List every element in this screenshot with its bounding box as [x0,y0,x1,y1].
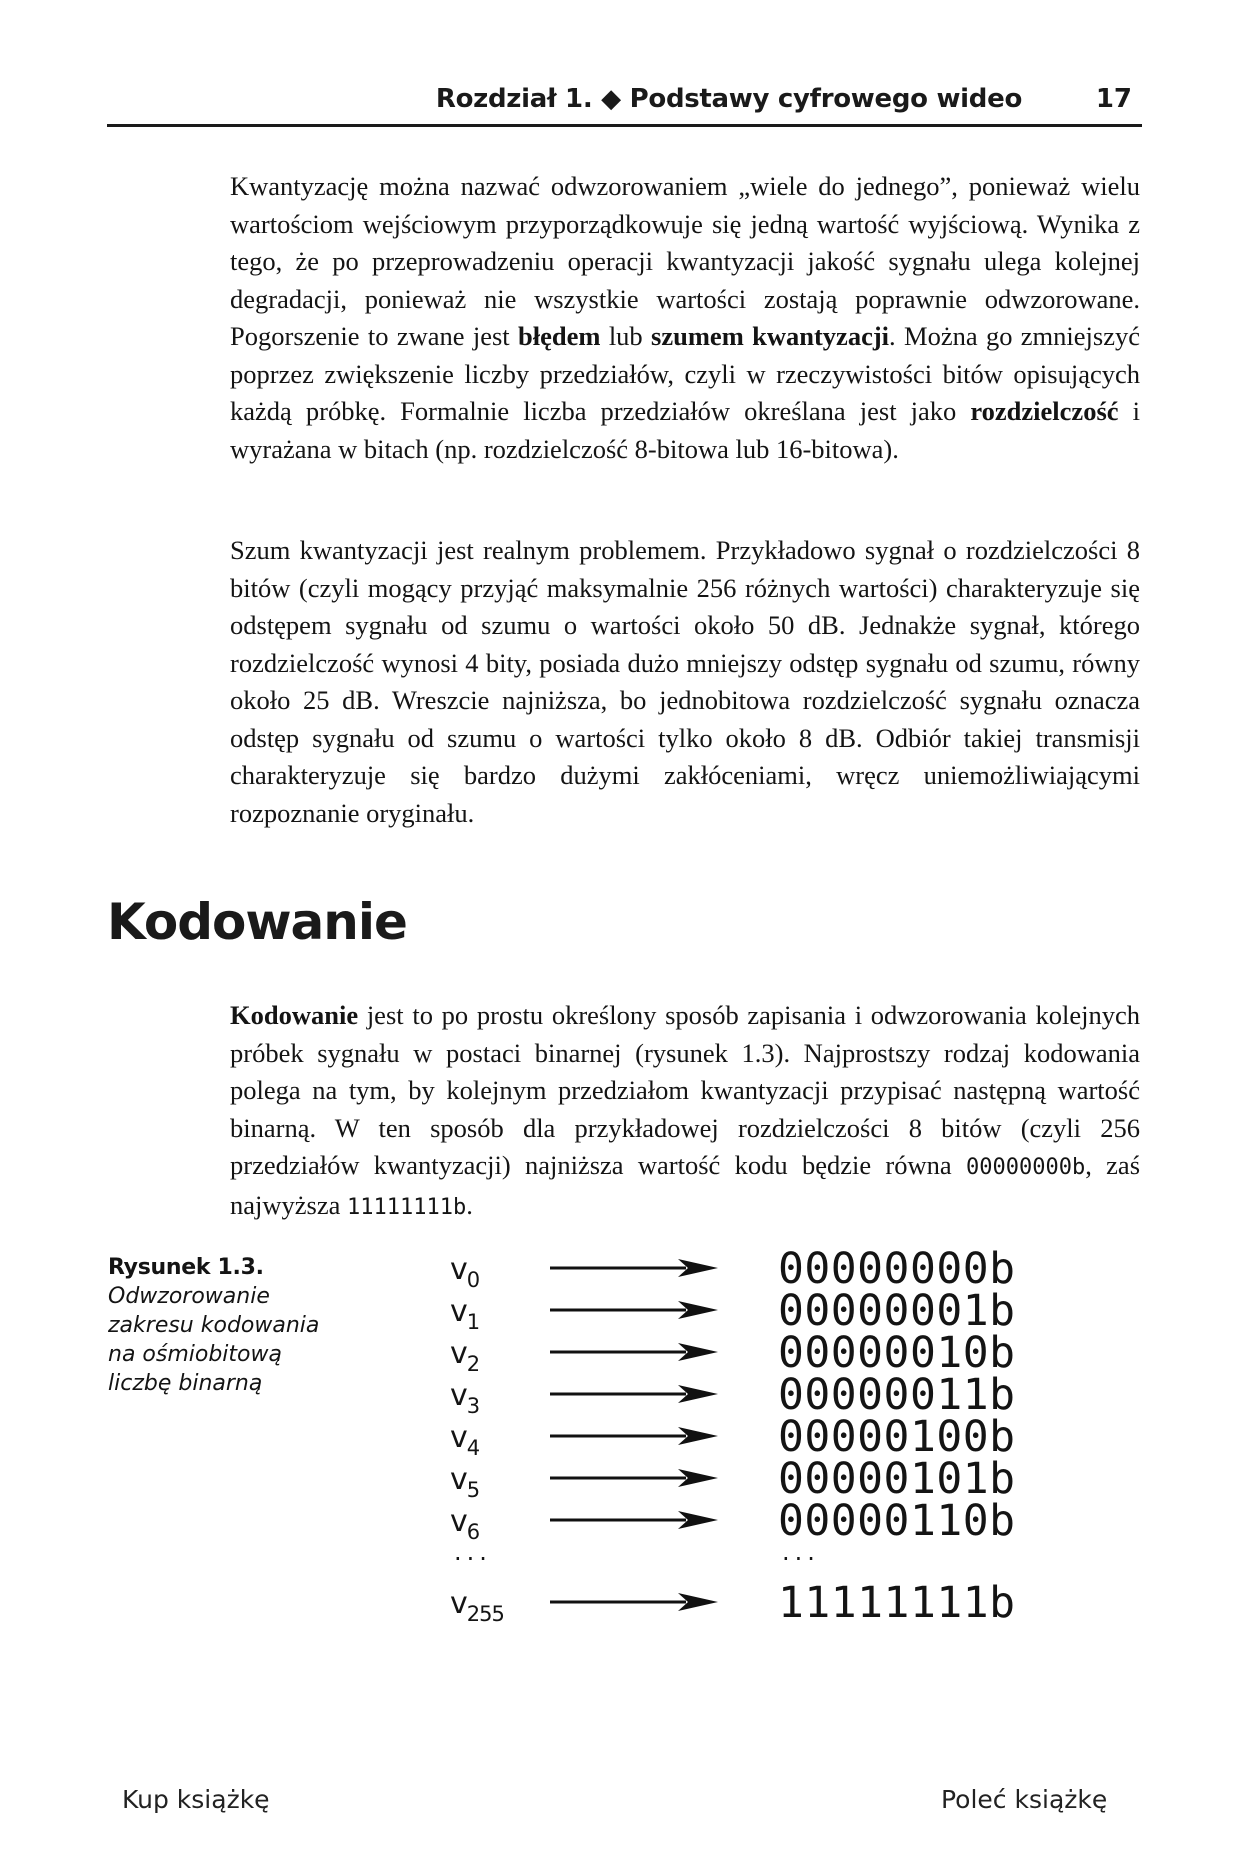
ellipsis: ... [454,1538,492,1566]
right-arrow-icon [550,1584,720,1620]
paragraph-quantization-noise: Szum kwantyzacji jest realnym problemem. Przykładowo sygnał o rozdzielczości 8 bitów (czyli mogący przyjąć maksymalnie 256 różnych wartości) charakteryzuje się odstępem sygnału od szumu o wartości około 50 dB. Jednakże sygnał, którego rozdzielczość wynosi 4 bity, posiada dużo mniejszy odstęp sygnału od szumu, równy około 25 dB. Wreszcie najniższa, bo jednobitowa rozdzielczość sygnału oznacza odstęp sygnału od szumu o wartości tylko około 8 dB. Odbiór takiej transmisji charakteryzuje się bardzo dużymi zakłóceniami, wręcz uniemożliwiającymi rozpoznanie oryginału. [230,535,1140,828]
value-label: $v_4$ [450,1420,480,1460]
text-span: . Można go zmniejszyć poprzez zwiększenie liczby przedziałów, czyli w rzeczywistości bitów opisujących każdą próbkę. Formalnie liczba przedziałów określana jest jako [230,321,1140,426]
value-label: $v_6$ [450,1504,480,1544]
buy-book-link[interactable]: Kup książkę [122,1785,270,1814]
ellipsis: ... [782,1538,820,1566]
mapping-row [440,1412,1080,1462]
value-label: $v_2$ [450,1336,480,1376]
binary-code: 00000110b [778,1496,1016,1546]
binary-code: 11111111b [778,1578,1016,1628]
binary-code: 00000011b [778,1370,1016,1420]
right-arrow-icon [550,1460,720,1496]
page-number: 17 [1095,84,1132,114]
recommend-book-link[interactable]: Poleć książkę [941,1785,1108,1814]
value-label: $v_3$ [450,1378,480,1418]
right-arrow-icon [550,1502,720,1538]
value-label: $v_0$ [450,1252,480,1292]
binary-code: 00000100b [778,1412,1016,1462]
mapping-row [440,1496,1080,1546]
binary-code: 00000000b [778,1244,1016,1294]
right-arrow-icon [550,1334,720,1370]
coding-figure [440,1244,1080,1648]
bold-term: rozdzielczość [970,396,1119,426]
binary-code: 00000101b [778,1454,1016,1504]
bold-term: Kodowanie [230,1000,359,1030]
text-span: . [466,1189,473,1220]
code-value: 11111111b [347,1194,467,1220]
right-arrow-icon [550,1376,720,1412]
text-span: jest to po prostu określony sposób zapisania i odwzorowania kolejnych próbek sygnału w postaci binarnej (rysunek 1.3). Najprostszy rodzaj kodowania polega na tym, by kolejnym przedziałom kwantyzacji przypisać następną wartość binarną. W ten sposób dla przykładowej rozdzielczości 8 bitów (czyli 256 przedziałów kwantyzacji) najniższa wartość kodu będzie równa [230,1000,1140,1180]
section-heading: Kodowanie [107,893,407,951]
running-header [107,84,1142,127]
figure-caption [108,1253,343,1398]
right-arrow-icon [550,1418,720,1454]
figure-caption-text: Odwzorowanie zakresu kodowania na ośmiobitową liczbę binarną [108,1284,320,1396]
text-span: lub [600,321,652,351]
right-arrow-icon [550,1292,720,1328]
right-arrow-icon [550,1250,720,1286]
bold-term: szumem kwantyzacji [651,321,890,351]
figure-label: Rysunek 1.3. [108,1255,264,1280]
value-label: $v_{255}$ [450,1586,504,1626]
text-span: i wyrażana w bitach (np. rozdzielczość 8-bitowa lub 16-bitowa). [230,396,1140,464]
mapping-row [440,1286,1080,1336]
value-label: $v_5$ [450,1462,480,1502]
paragraph-coding [230,997,1140,1226]
bold-term: błędem [518,321,601,351]
mapping-row [440,1244,1080,1294]
mapping-row-last [440,1578,1080,1628]
chapter-title: Rozdział 1. ◆ Podstawy cyfrowego wideo [435,84,1022,114]
binary-code: 00000001b [778,1286,1016,1336]
code-value: 00000000b [966,1155,1086,1180]
paragraph-quantization [230,168,1140,468]
binary-code: 00000010b [778,1328,1016,1378]
mapping-row [440,1454,1080,1504]
text-span: Kwantyzację można nazwać odwzorowaniem „wiele do jednego”, ponieważ wielu wartościom wejściowym przyporządkowuje się jedną wartość wyjściową. Wynika z tego, że po przeprowadzeniu operacji kwantyzacji jakość sygnału ulega kolejnej degradacji, ponieważ nie wszystkie wartości zostają poprawnie odwzorowane. Pogorszenie to zwane jest [230,171,1140,351]
value-label: $v_1$ [450,1294,480,1334]
mapping-row [440,1370,1080,1420]
text-span: , zaś najwyższa [230,1150,1141,1220]
mapping-row [440,1328,1080,1378]
